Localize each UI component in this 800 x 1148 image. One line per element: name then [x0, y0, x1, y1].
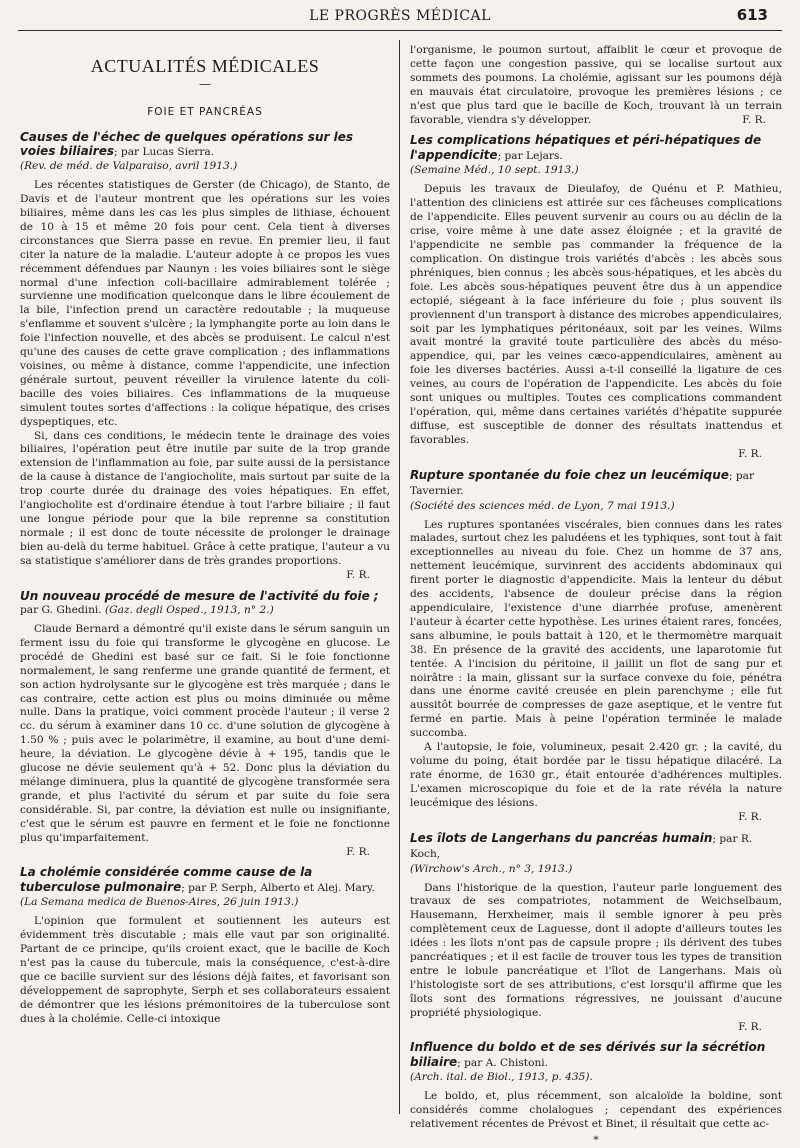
signature: F. R. — [346, 568, 370, 581]
article-author: ; par P. Serph, Alberto et Alej. Mary. — [181, 881, 375, 894]
paragraph: Dans l'historique de la question, l'auteur parle longuement des travaux de ses compatriotes, notamment de Weichselbaum, Hausemann, Herxheimer, mais il semble ignorer à peu près complètement ceux de Laguesse, dont il adopte d'ailleurs toutes les idées : les îlots n'ont pas de capsule propre ; ils dérivent des tubes pancréatiques ; et il est facile de trouver tous les types de transition entre le lobule pancréatique et l'îlot de Langerhans. Mais où l'histologiste sort de ses attributions, c'est lorsqu'il affirme que les îlots sont des formations régressives, ne jouissant d'aucune propriété physiologique. — [410, 881, 782, 1019]
article-author: ; par Lucas Sierra. — [113, 146, 215, 159]
article-title: Les complications hépatiques et péri-hépatiques de l'appendicite — [410, 133, 762, 162]
article-title: La cholémie considérée comme cause de la tuberculose pulmonaire — [20, 865, 313, 894]
section-title: ACTUALITÉS MÉDICALES — [90, 56, 320, 76]
article-source: (Rev. de méd. de Valparaiso, avril 1913.) — [20, 160, 238, 173]
signature: F. R. — [346, 845, 370, 858]
paragraph: Claude Bernard a démontré qu'il existe dans le sérum sanguin un ferment issu du foie qui transforme le glycogène en glucose. Le procédé de Ghedini est basé sur ce fait. Si le foie fonctionne normalement, le sang renferme une grande quantité de ferment, et son action hydrolysante sur le glycogène est très marquée ; dans le cas contraire, cette action est plus ou moins diminuée ou même nulle. Dans la pratique, voici comment procède l'auteur ; il verse 2 cc. du sérum à examiner dans 10 cc. d'une solution de glycogène à 1.50 % ; puis avec le polarimètre, il examine, au bout d'une demi-heure, la déviation. Le glycogène dévie à + 195, tandis que le glucose ne dévie seulement qu'à + 52. Donc plus la déviation du mélange diminuera, plus la quantité de glycogène transformée sera grande, et plus l'activité du sérum et par suite du foie sera considérable. Si, par contre, la déviation est nulle ou insignifiante, c'est que le sérum est pauvre en ferment et le foie ne fonctionne plus qu'imparfaitement. — [20, 623, 390, 844]
paragraph: Depuis les travaux de Dieulafoy, de Quénu et P. Mathieu, l'attention des cliniciens est attirée sur ces fâcheuses complications de l'appendicite. Elles peuvent survenir au cours ou au déclin de la crise, voire même à une date assez éloignée ; et la gravité de l'appendicite ne semble pas commander la fréquence de la complication. On distingue trois variétés d'abcès : les abcès sous phréniques, bien connus ; les abcès sous-hépatiques, et les abcès du foie. Les abcès sous-hépatiques peuvent être dus à un appendice ectopié, siégeant à la face inférieure du foie ; plus souvent ils proviennent d'un transport à distance des microbes appendiculaires, soit par les lymphatiques péritonéaux, soit par les veines. Wilms avait montré la gravité toute particulière des abcès du méso-appendice, qui, par les veines cæco-appendiculaires, amènent au foie les diverses bactéries. Aussi a-t-il conseillé la ligature de ces veines, au cours de l'opération de l'appendicite. Les abcès du foie sont uniques ou multiples. Toutes ces complications commandent l'opération, qui, même dans certaines variétés d'hépatite suppurée diffuse, est susceptible de donner des résultats inattendus et favorables. — [410, 183, 782, 446]
paragraph: Si, dans ces conditions, le médecin tente le drainage des voies biliaires, l'opération peut être inutile par suite de la trop grande extension de l'inflammation au foie, par suite aussi de la persistance de la cause à distance de l'angiocholite, mais surtout par suite de la trop courte durée du drainage des voies hépatiques. En effet, l'angiocholite est d'ordinaire étendue à tout l'arbre biliaire ; il faut une longue période pour que la bile reprenne sa constitution normale ; il est donc de toute nécessite de prolonger le drainage bien au-delà du terme habituel. Grâce à cette pratique, l'auteur a vu sa statistique s'améliorer dans de très grandes proportions. — [20, 429, 390, 567]
article-chistoni — [410, 1040, 782, 1148]
right-column — [410, 40, 782, 1147]
article-source: (Gaz. degli Osped., 1913, n° 2.) — [105, 604, 274, 616]
article-title: Un nouveau procédé de mesure de l'activité du foie ; — [20, 588, 379, 603]
article-author: ; par Lejars. — [497, 149, 563, 162]
column-divider — [399, 40, 400, 1114]
paragraph: l'organisme, le poumon surtout, affaiblit le cœur et provoque de cette façon une congestion passive, qui se localise surtout aux sommets des poumons. La cholémie, agissant sur les poumons déjà en mauvais état circulatoire, provoque les premières lésions ; ce n'est que plus tard que le bacille de Koch, trouvant là un terrain favorable, viendra s'y développer. — [410, 44, 782, 126]
signature: F. R. — [742, 113, 766, 126]
journal-title: LE PROGRÈS MÉDICAL — [309, 8, 491, 24]
article-sierra — [20, 130, 390, 583]
article-author: ; par A. Chistoni. — [457, 1056, 549, 1069]
article-source: (Wirchow's Arch., n° 3, 1913.) — [410, 862, 573, 875]
article-title: Rupture spontanée du foie chez un leucémique — [410, 467, 729, 482]
article-koch — [410, 831, 782, 1035]
article-source: (Arch. ital. de Biol., 1913, p. 435). — [410, 1071, 593, 1084]
article-source: (Semaine Méd., 10 sept. 1913.) — [410, 164, 579, 177]
article-ghedini — [20, 589, 390, 860]
article-title: Influence du boldo et de ses dérivés sur la sécrétion biliaire — [410, 1040, 766, 1069]
article-source: (La Semana medica de Buenos-Aires, 26 juin 1913.) — [20, 896, 299, 909]
article-tavernier — [410, 468, 782, 825]
article-title: Causes de l'échec de quelques opérations sur les voies biliaires — [20, 129, 353, 159]
article-source: (Société des sciences méd. de Lyon, 7 mai 1913.) — [410, 499, 675, 512]
signature: F. R. — [738, 447, 762, 460]
signature: F. R. — [738, 1020, 762, 1033]
paragraph: Les ruptures spontanées viscérales, bien connues dans les rates malades, surtout chez les paludéens et les typhiques, sont tout à fait exceptionnelles au niveau du foie. Chez un homme de 37 ans, nettement leucémique, survinrent des accidents abdominaux qui firent porter le diagnostic d'appendicite. Mais la lenteur du début des accidents, l'absence de douleur précise dans la région appendiculaire, l'existence d'une diarrhée profuse, amenèrent l'auteur à écarter cette hypothèse. Les urines étaient rares, foncées, sans albumine, le pouls battait à 120, et le thermomètre marquait 38. En présence de la gravité des accidents, une laparotomie fut tentée. A l'incision du péritoine, il jaillit un flot de sang pur et noirâtre : la main, glissant sur la surface convexe du foie, pénétra dans une énorme cavité creusée en plein parenchyme ; elle fut aussitôt bourrée de compresses de gaze aseptique, et le ventre fut fermé en partie. Mais à peine l'opération terminée le malade succomba. — [410, 518, 782, 740]
article-author: par G. Ghedini. — [20, 604, 102, 616]
subsection-heading: FOIE ET PANCRÉAS — [147, 105, 263, 118]
signature: F. R. — [738, 810, 762, 823]
article-author: ; par Tavernier. — [410, 469, 755, 498]
article-lejars — [410, 133, 782, 461]
paragraph: Le boldo, et, plus récemment, son alcaloïde la boldine, sont considérés comme cholalogues ; cependant des expériences relativement récentes de Prévost et Binet, il résultait que cette ac- — [410, 1090, 782, 1131]
left-column — [20, 40, 390, 1114]
running-header — [0, 0, 800, 38]
page-number: 613 — [736, 6, 768, 24]
end-mark: * — [593, 1134, 599, 1147]
paragraph: L'opinion que formulent et soutiennent les auteurs est évidemment très discutable ; mais elle vaut par son originalité. Partant de ce principe, qu'ils croient exact, que le bacille de Koch n'est pas la cause du tubercule, mais la conséquence, c'est-à-dire que ce bacille survient sur des lésions déjà faites, et favorisant son développement de saprophyte, Serph et ses collaborateurs essaient de démontrer que les lésions prémonitoires de la tuberculose sont dues à la cholémie. Celle-ci intoxique — [20, 915, 390, 1025]
article-serph-continued — [410, 44, 782, 127]
paragraph: Les récentes statistiques de Gerster (de Chicago), de Stanto, de Davis et de l'auteur montrent que les opérations sur les voies biliaires, même dans les cas les plus simples de lithiase, échouent de 10 à 15 et même 20 fois pour cent. Cela tient à diverses circonstances que Sierra passe en revue. En premier lieu, il faut citer la nature de la maladie. L'auteur adopte à ce propos les vues récemment défendues par Naunyn : les voies biliaires sont le siège normal d'une infection coli-bacillaire admirablement tolérée ; survienne une modification quelconque dans le libre écoulement de la bile, l'infection prend un caractère redoutable ; la muqueuse s'enflamme et souvent s'ulcère ; la lymphangite porte au loin dans le foie l'infection nouvelle, et des abcès se produisent. Le calcul n'est qu'une des causes de cette grave complication ; des inflammations voisines, ou même à distance, comme l'appendicite, une infection générale surtout, peuvent réveiller la virulence latente du coli-bacille des voies biliaires. Ces inflammations de la muqueuse simulent toutes sortes d'affections : la colique hépatique, des crises dyspeptiques, etc. — [20, 179, 390, 428]
header-rule — [18, 30, 782, 31]
paragraph: A l'autopsie, le foie, volumineux, pesait 2.420 gr. ; la cavité, du volume du poing, était bordée par le tissu hépatique dilacéré. La rate énorme, de 1630 gr., était entourée d'adhérences multiples. L'examen microscopique du foie et de la rate révéla la nature leucémique des lésions. — [410, 741, 782, 809]
article-serph — [20, 865, 390, 1026]
article-author: ; par R. Koch, — [410, 832, 753, 860]
section-dash: — — [199, 76, 211, 91]
article-title: Les îlots de Langerhans du pancréas humain — [410, 830, 713, 845]
